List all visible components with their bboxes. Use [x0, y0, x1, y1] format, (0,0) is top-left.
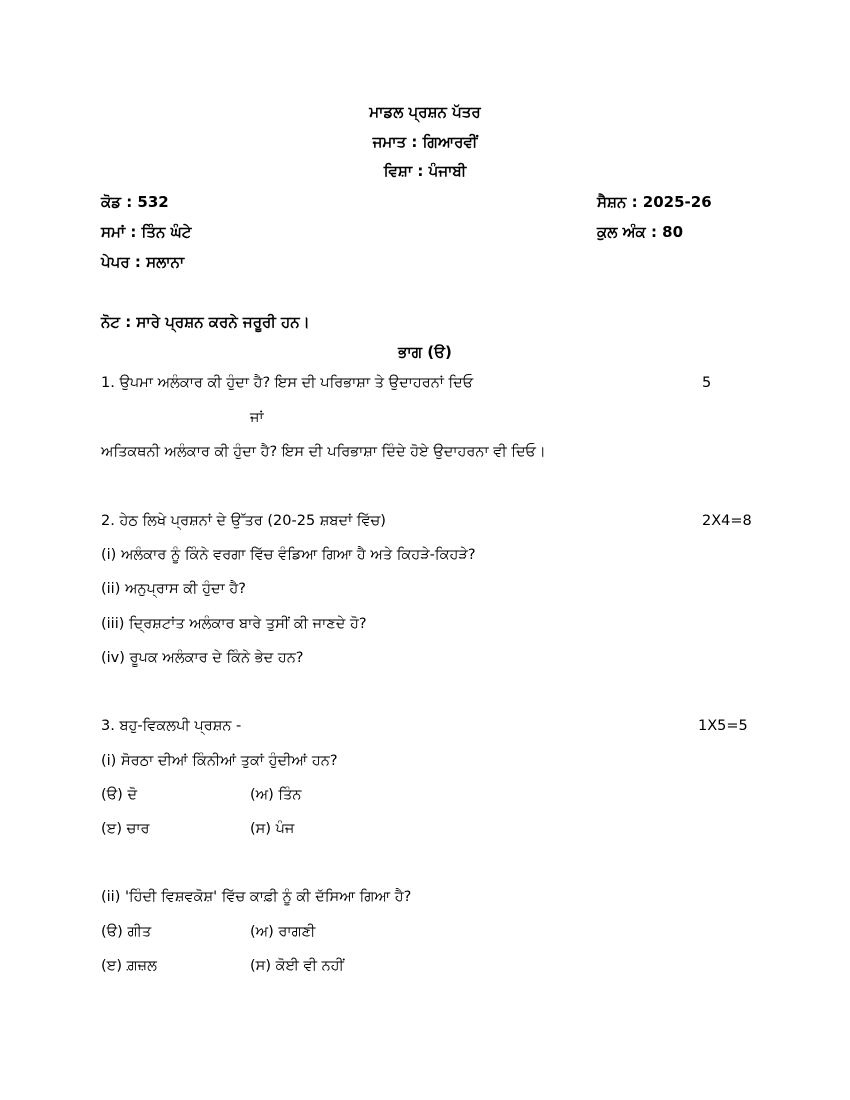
question-1: 1. ਉਪਮਾ ਅਲੰਕਾਰ ਕੀ ਹੁੰਦਾ ਹੈ? ਇਸ ਦੀ ਪਰਿਭਾਸ਼ਾ ਤੇ ਉਦਾਹਰਨਾਂ ਦਿਓ: [101, 375, 474, 391]
session-line: ਸੈਸ਼ਨ : 2025-26: [597, 193, 712, 211]
time-line: ਸਮਾਂ : ਤਿੰਨ ਘੰਟੇ: [101, 223, 192, 241]
mcq-1-option-a: (ੳ) ਦੋ: [101, 787, 138, 803]
mcq-2-option-c: (ੲ) ਗ਼ਜ਼ਲ: [101, 958, 157, 974]
or-separator: ਜਾਂ: [250, 410, 264, 426]
paper-code: ਕੋਡ : 532: [101, 193, 169, 211]
question-3: 3. ਬਹੁ-ਵਿਕਲਪੀ ਪ੍ਰਸ਼ਨ -: [101, 718, 242, 734]
mcq-2-option-d: (ਸ) ਕੋਈ ਵੀ ਨਹੀਂ: [250, 958, 344, 974]
mcq-1-question: (i) ਸੋਰਠਾ ਦੀਆਂ ਕਿੰਨੀਆਂ ਤੁਕਾਂ ਹੁੰਦੀਆਂ ਹਨ?: [101, 753, 338, 769]
question-2-item: (iv) ਰੂਪਕ ਅਲੰਕਾਰ ਦੇ ਕਿੰਨੇ ਭੇਦ ਹਨ?: [101, 650, 304, 666]
subject-line: ਵਿਸ਼ਾ : ਪੰਜਾਬੀ: [383, 162, 467, 180]
question-2: 2. ਹੇਠ ਲਿਖੇ ਪ੍ਰਸ਼ਨਾਂ ਦੇ ਉੱਤਰ (20-25 ਸ਼ਬਦਾਂ ਵਿੱਚ): [101, 513, 386, 529]
question-1-alternative: ਅਤਿਕਥਨੀ ਅਲੰਕਾਰ ਕੀ ਹੁੰਦਾ ਹੈ? ਇਸ ਦੀ ਪਰਿਭਾਸ਼ਾ ਦਿੰਦੇ ਹੋਏ ਉਦਾਹਰਨਾ ਵੀ ਦਿਓ।: [101, 444, 546, 460]
mcq-2-option-a: (ੳ) ਗੀਤ: [101, 924, 152, 940]
question-1-marks: 5: [702, 375, 712, 391]
mcq-1-option-d: (ਸ) ਪੰਜ: [250, 821, 295, 837]
instruction-note: ਨੋਟ : ਸਾਰੇ ਪ੍ਰਸ਼ਨ ਕਰਨੇ ਜਰੂਰੀ ਹਨ।: [101, 313, 310, 331]
class-line: ਜਮਾਤ : ਗਿਆਰਵੀਂ: [372, 133, 478, 151]
mcq-1-option-c: (ੲ) ਚਾਰ: [101, 821, 150, 837]
mcq-2-option-b: (ਅ) ਰਾਗਣੀ: [250, 924, 316, 940]
mcq-1-option-b: (ਅ) ਤਿੰਨ: [250, 787, 302, 803]
mcq-2-question: (ii) 'ਹਿੰਦੀ ਵਿਸ਼ਵਕੋਸ਼' ਵਿੱਚ ਕਾਫ਼ੀ ਨੂੰ ਕੀ ਦੱਸਿਆ ਗਿਆ ਹੈ?: [101, 889, 412, 905]
question-3-marks: 1X5=5: [698, 718, 748, 734]
question-2-item: (i) ਅਲੰਕਾਰ ਨੂੰ ਕਿੰਨੇ ਵਰਗਾ ਵਿੱਚ ਵੰਡਿਆ ਗਿਆ ਹੈ ਅਤੇ ਕਿਹੜੇ-ਕਿਹੜੇ?: [101, 547, 476, 563]
paper-title: ਮਾਡਲ ਪ੍ਰਸ਼ਨ ਪੱਤਰ: [369, 103, 481, 121]
section-heading: ਭਾਗ (ੳ): [398, 343, 452, 361]
paper-type-line: ਪੇਪਰ : ਸਲਾਨਾ: [101, 253, 185, 271]
question-2-marks: 2X4=8: [702, 513, 752, 529]
question-2-item: (ii) ਅਨੁਪ੍ਰਾਸ ਕੀ ਹੁੰਦਾ ਹੈ?: [101, 581, 246, 597]
total-marks-line: ਕੁਲ ਅੰਕ : 80: [597, 223, 684, 241]
question-2-item: (iii) ਦ੍ਰਿਸ਼ਟਾਂਤ ਅਲੰਕਾਰ ਬਾਰੇ ਤੁਸੀਂ ਕੀ ਜਾਣਦੇ ਹੋ?: [101, 616, 367, 632]
